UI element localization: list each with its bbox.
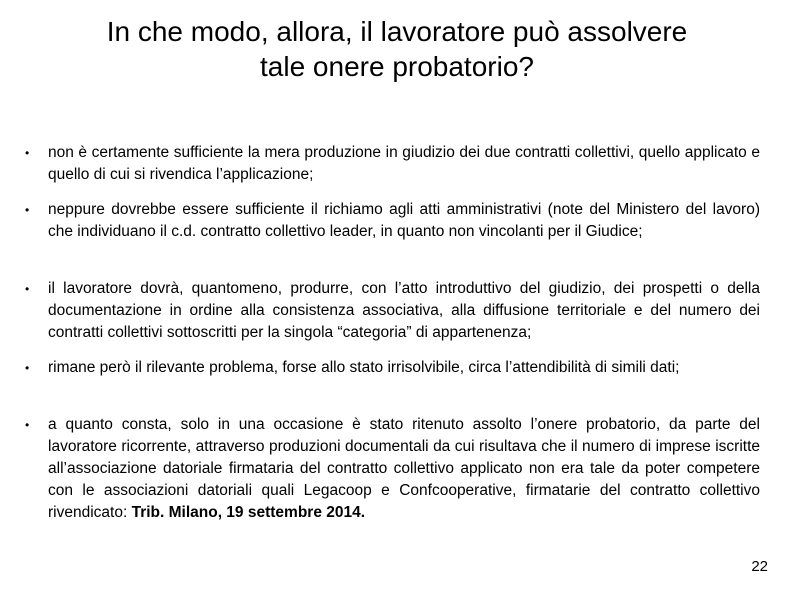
bullet-text-plain: a quanto consta, solo in una occasione è stato ritenuto assolto l’onere probatorio, da parte del lavoratore ricorrente, attraverso produzioni documentali da cui risultava che il numero di imprese iscritte all’associazione datoriale firmataria del contratto collettivo applicato non era tale da poter competere con le associazioni datoriali quali Legacoop e Confcooperative, firmatarie del contratto collettivo rivendicato: [48, 416, 760, 521]
bullet-icon: • [25, 282, 30, 296]
bullet-item [22, 142, 760, 186]
bullet-text: rimane però il rilevante problema, forse allo stato irrisolvibile, circa l’attendibilità di simili dati; [48, 359, 680, 376]
bullet-text: il lavoratore dovrà, quantomeno, produrre, con l’atto introduttivo del giudizio, dei prospetti o della documentazione in ordine alla consistenza associativa, alla diffusione territoriale e del numero dei contratti collettivi sottoscritti per la singola “categoria” di appartenenza; [48, 280, 760, 341]
bullet-icon: • [25, 146, 30, 160]
citation: Trib. Milano, 19 settembre 2014. [131, 504, 366, 521]
bullet-item [22, 357, 760, 379]
bullet-text [48, 414, 760, 524]
title-line-1: In che modo, allora, il lavoratore può assolvere [106, 16, 688, 47]
bullet-text: neppure dovrebbe essere sufficiente il richiamo agli atti amministrativi (note del Ministero del lavoro) che individuano il c.d. contratto collettivo leader, in quanto non vincolanti per il Giudice; [48, 201, 760, 240]
bullet-text: non è certamente sufficiente la mera produzione in giudizio dei due contratti collettivi, quello applicato e quello di cui si rivendica l’applicazione; [48, 144, 760, 183]
bullet-icon: • [25, 203, 30, 217]
bullet-icon: • [25, 418, 30, 432]
page-number: 22 [751, 558, 768, 575]
bullet-icon: • [25, 361, 30, 375]
slide-title [20, 14, 774, 84]
bullet-item [22, 278, 760, 344]
bullet-item [22, 199, 760, 243]
title-line-2: tale onere probatorio? [260, 51, 534, 82]
bullet-item [22, 414, 760, 524]
